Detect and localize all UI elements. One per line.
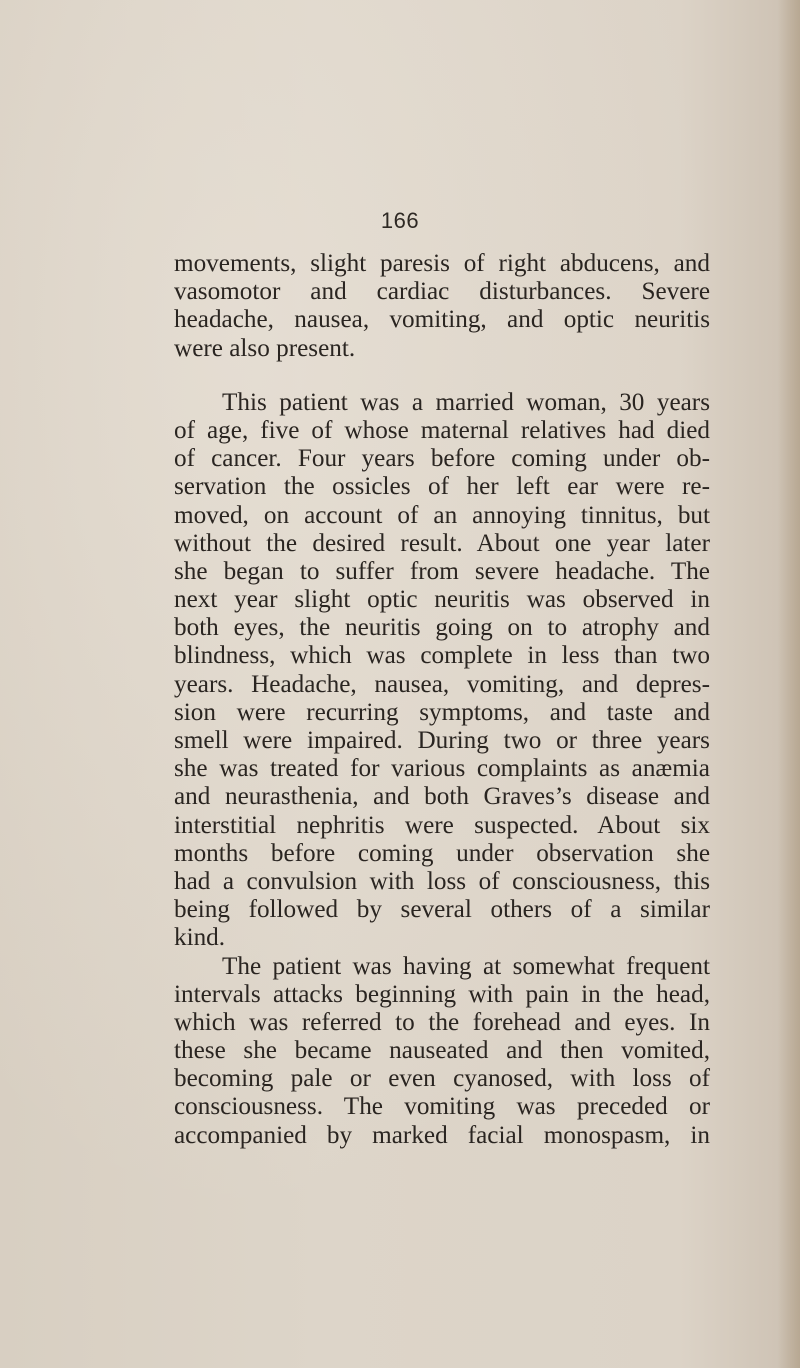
text-line: and neurasthenia, and both Graves’s disease and <box>174 783 710 811</box>
text-line: smell were impaired. During two or three years <box>174 727 710 754</box>
text-line: were also present. <box>174 334 356 362</box>
text-line: had a convulsion with loss of consciousness, this <box>174 867 710 895</box>
text-line: becoming pale or even cyanosed, with loss of <box>174 1065 710 1093</box>
text-line: months before coming under observation she <box>174 839 710 867</box>
body-text <box>174 250 710 1150</box>
text-line: headache, nausea, vomiting, and optic neuritis <box>174 306 710 334</box>
page-edge-shadow <box>778 0 800 1368</box>
paragraph-gap <box>174 363 710 389</box>
text-line: next year slight optic neuritis was observed in <box>174 586 710 614</box>
text-line: years. Headache, nausea, vomiting, and depres- <box>174 670 710 698</box>
page-number: 166 <box>380 208 420 233</box>
text-line: of age, five of whose maternal relatives had died <box>174 416 710 444</box>
paragraph-2 <box>174 389 710 953</box>
text-line: both eyes, the neuritis going on to atrophy and <box>174 614 710 642</box>
text-line: which was referred to the forehead and eyes. In <box>174 1008 710 1036</box>
text-line: she began to suffer from severe headache. The <box>174 557 710 585</box>
text-line: This patient was a married woman, 30 years <box>222 388 710 416</box>
text-line: being followed by several others of a similar <box>174 896 710 924</box>
text-line: of cancer. Four years before coming under ob- <box>174 445 710 473</box>
paragraph-3 <box>174 953 710 1150</box>
text-line: servation the ossicles of her left ear were re- <box>174 473 710 501</box>
text-line: The patient was having at somewhat frequent <box>222 952 710 980</box>
text-line: vasomotor and cardiac disturbances. Severe <box>174 278 710 306</box>
text-line: sion were recurring symptoms, and taste and <box>174 698 710 726</box>
text-line: interstitial nephritis were suspected. About six <box>174 811 710 839</box>
text-line: these she became nauseated and then vomited, <box>174 1037 710 1065</box>
text-line: intervals attacks beginning with pain in the head, <box>174 980 710 1008</box>
text-line: movements, slight paresis of right abducens, and <box>174 250 710 277</box>
text-line: consciousness. The vomiting was preceded or <box>174 1093 710 1121</box>
text-line: moved, on account of an annoying tinnitus, but <box>174 501 710 529</box>
text-line: accompanied by marked facial monospasm, in <box>174 1121 710 1149</box>
text-line: without the desired result. About one year later <box>174 529 710 557</box>
text-line: she was treated for various complaints as anæmia <box>174 755 710 783</box>
text-line: kind. <box>174 924 226 952</box>
text-line: blindness, which was complete in less than two <box>174 642 710 670</box>
paragraph-1 <box>174 250 710 363</box>
